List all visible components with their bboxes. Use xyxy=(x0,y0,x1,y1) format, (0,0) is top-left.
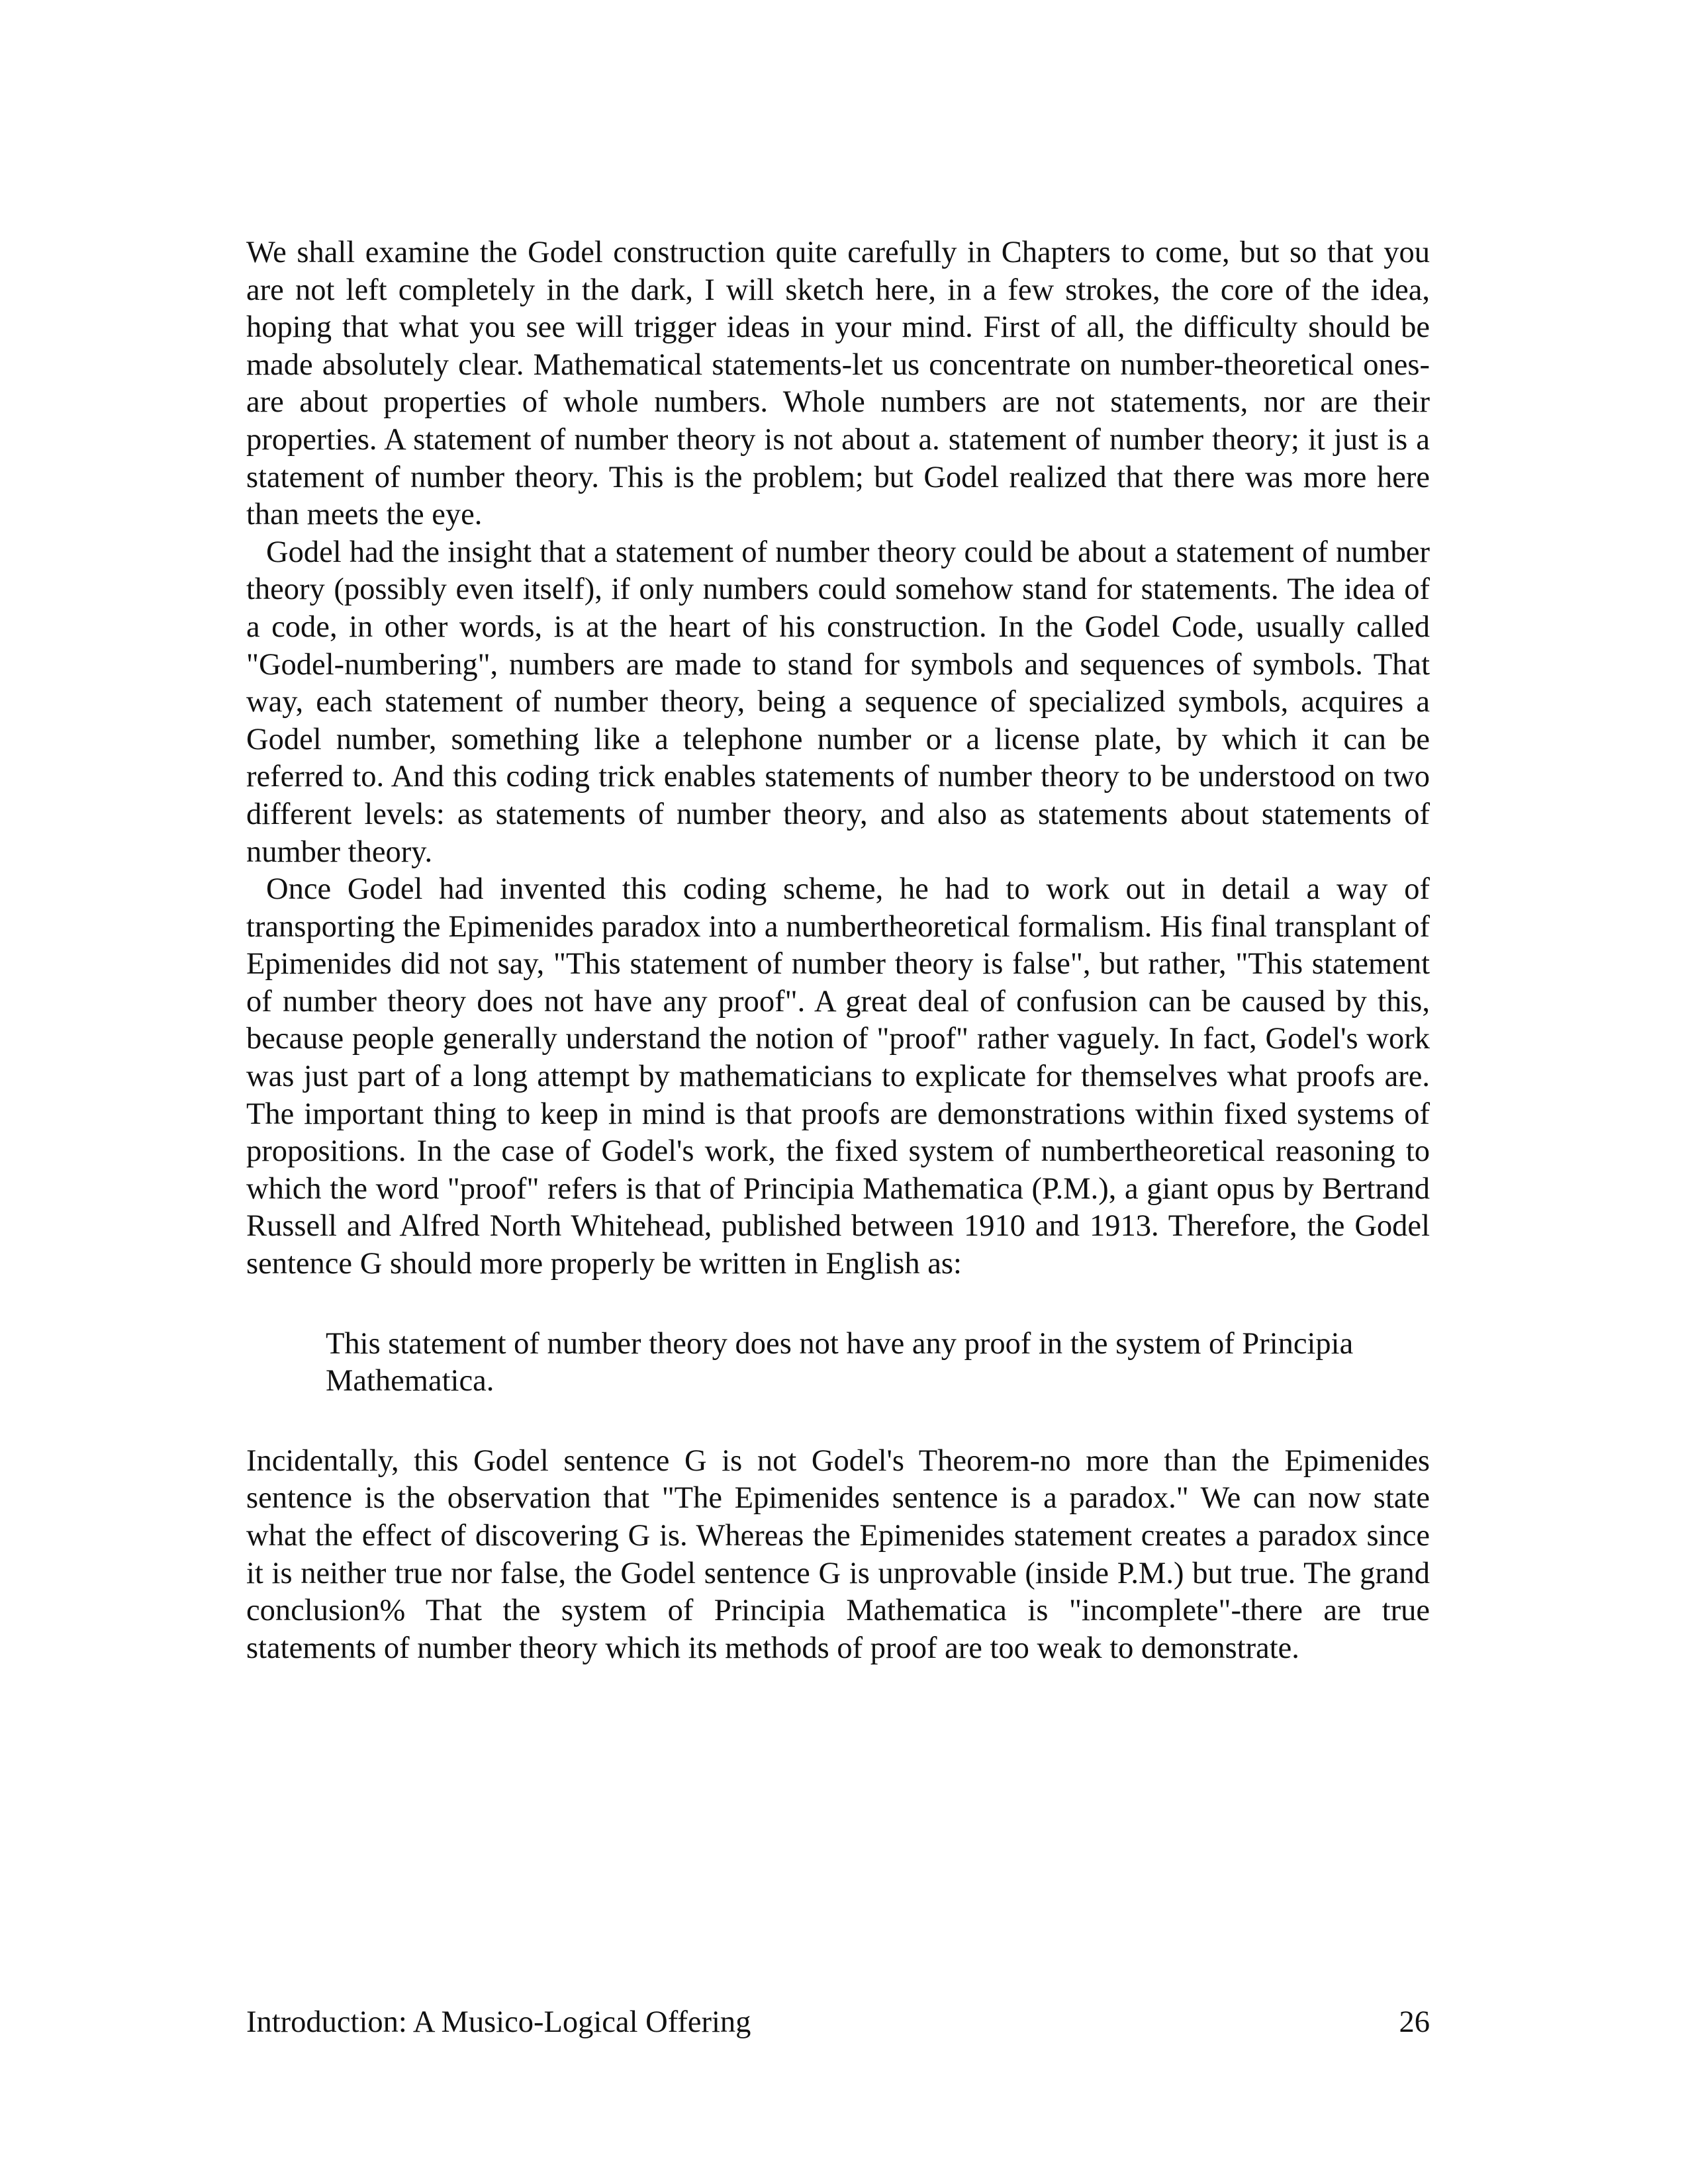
paragraph-4: Incidentally, this Godel sentence G is not Godel's Theorem-no more than the Epimenides sentence is the observation that "The Epimenides sentence is a paradox." We can now state what the effect of discovering G is. Whereas the Epimenides statement creates a paradox since it is neither true nor false, the Godel sentence G is unprovable (inside P.M.) but true. The grand conclusion% That the system of Principia Mathematica is "incomplete"-there are true statements of number theory which its methods of proof are too weak to demonstrate. xyxy=(246,1443,1430,1665)
page-number: 26 xyxy=(1399,2005,1430,2039)
page-body xyxy=(246,234,1430,1667)
paragraph-3: Once Godel had invented this coding scheme, he had to work out in detail a way of transporting the Epimenides paradox into a numbertheoretical formalism. His final transplant of Epimenides did not say, "This statement of number theory is false", but rather, "This statement of number theory does not have any proof". A great deal of confusion can be caused by this, because people generally understand the notion of "proof" rather vaguely. In fact, Godel's work was just part of a long attempt by mathematicians to explicate for themselves what proofs are. The important thing to keep in mind is that proofs are demonstrations within fixed systems of propositions. In the case of Godel's work, the fixed system of numbertheoretical reasoning to which the word "proof" refers is that of Principia Mathematica (P.M.), a giant opus by Bertrand Russell and Alfred North Whitehead, published between 1910 and 1913. Therefore, the Godel sentence G should more properly be written in English as: xyxy=(246,872,1430,1281)
block-quote: This statement of number theory does not have any proof in the system of Principia Mathematica. xyxy=(326,1326,1354,1398)
paragraph-1: We shall examine the Godel construction quite carefully in Chapters to come, but so that you are not left completely in the dark, I will sketch here, in a few strokes, the core of the idea, hoping that what you see will trigger ideas in your mind. First of all, the difficulty should be made absolutely clear. Mathematical statements-let us concentrate on number-theoretical ones-are about properties of whole numbers. Whole numbers are not statements, nor are their properties. A statement of number theory is not about a. statement of number theory; it just is a statement of number theory. This is the problem; but Godel realized that there was more here than meets the eye. xyxy=(246,236,1430,532)
page-footer xyxy=(246,2004,1430,2041)
paragraph-2: Godel had the insight that a statement of number theory could be about a statement of number theory (possibly even itself), if only numbers could somehow stand for statements. The idea of a code, in other words, is at the heart of his construction. In the Godel Code, usually called "Godel-numbering", numbers are made to stand for symbols and sequences of symbols. That way, each statement of number theory, being a sequence of specialized symbols, acquires a Godel number, something like a telephone number or a license plate, by which it can be referred to. And this coding trick enables statements of number theory to be understood on two different levels: as statements of number theory, and also as statements about statements of number theory. xyxy=(246,535,1430,869)
running-title: Introduction: A Musico-Logical Offering xyxy=(246,2005,751,2039)
